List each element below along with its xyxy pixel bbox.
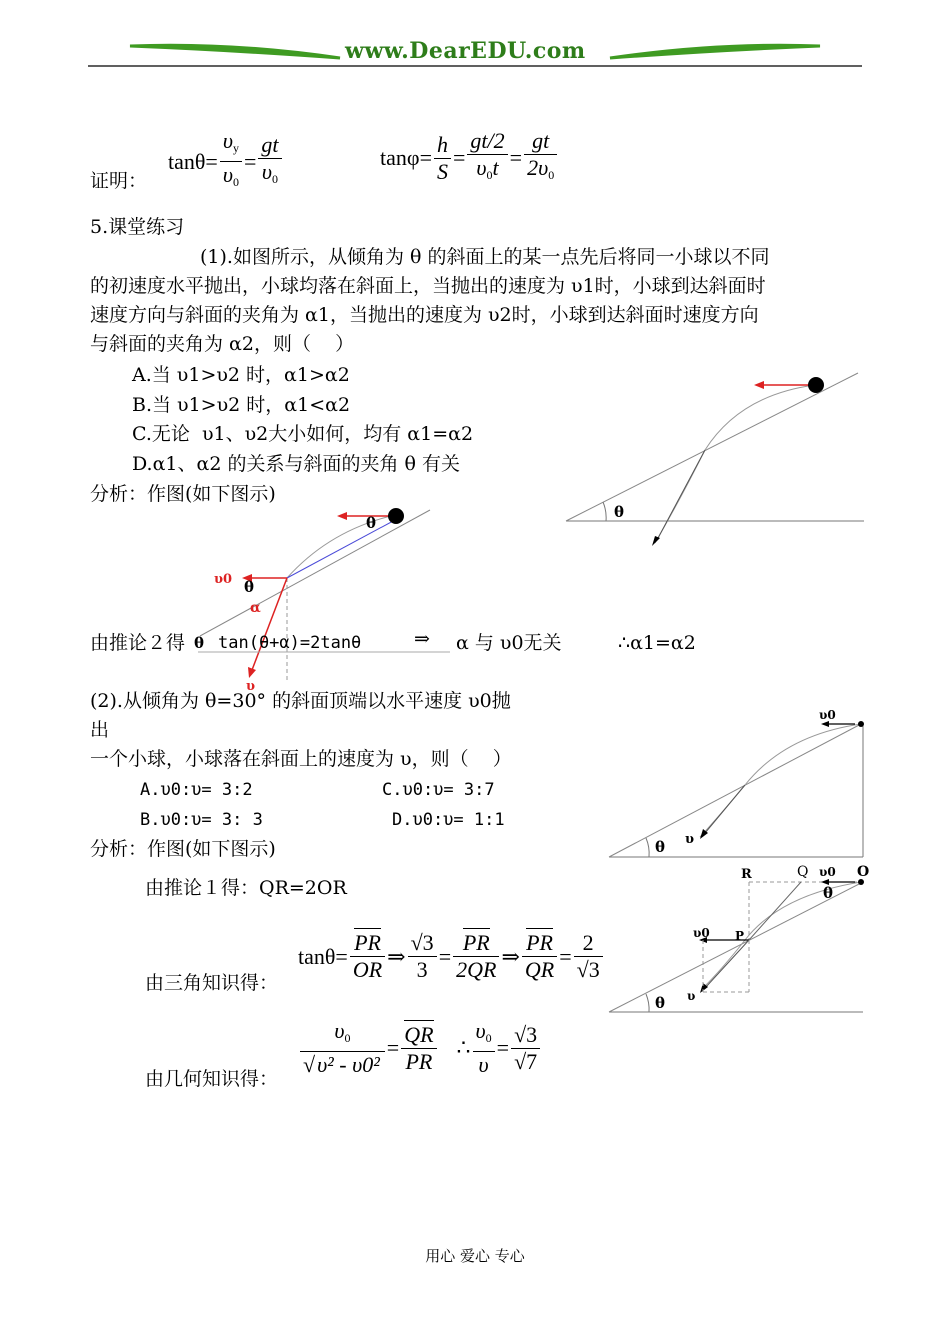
q2-step1: 由推论１得：QR=2OR: [145, 877, 347, 899]
q2-option-c: C.υ0:υ= 3:7: [382, 780, 495, 800]
fig4-o: O: [857, 864, 870, 880]
q1-line-3: 速度方向与斜面的夹角为 α1，当抛出的速度为 υ2时，小球到达斜面时速度方向: [90, 304, 759, 326]
q2-option-a: A.υ0:υ= 3:2: [140, 780, 253, 800]
fig4-r: R: [741, 867, 752, 882]
fig4-theta-top: θ: [823, 884, 834, 902]
q1-option-c: C.无论 υ1、υ2大小如何，均有 α1=α2: [132, 423, 474, 445]
proof-eq1: tanθ = $\frac{\upsilon_y}{\upsilon_0}$ = $\frac{gt}{\upsilon_0}$: [168, 128, 284, 195]
q1-line-1: (1).如图所示，从倾角为 θ 的斜面上的某一点先后将同一小球以不同: [200, 246, 770, 268]
footer-text: 用心 爱心 专心: [425, 1247, 525, 1265]
q1-option-b: B.当 υ1>υ2 时，α1<α2: [132, 394, 351, 416]
fig2-theta-bottom: θ: [194, 634, 205, 652]
q2-step2-eq: tanθ = $\frac{PR}{OR}$ ⇒ $\frac{√3}{3}$ = $\frac{PR}{2QR}$ ⇒ $\frac{PR}{QR}$ = $\frac{2}{√3}$: [298, 930, 605, 983]
fig1-theta: θ: [614, 503, 625, 521]
fig2-alpha: α: [250, 600, 261, 616]
q2-option-b: B.υ0:υ= 3: 3: [140, 810, 263, 830]
q2-option-d: D.υ0:υ= 1:1: [392, 810, 505, 830]
q2-line-3: 一个小球，小球落在斜面上的速度为 υ，则（ ）: [90, 748, 512, 770]
q2-analysis: 分析：作图(如下图示): [90, 838, 276, 860]
fig2-v0: υ0: [214, 572, 233, 587]
fig2-v: υ: [246, 679, 256, 694]
q1-line-2: 的初速度水平抛出，小球均落在斜面上，当抛出的速度为 υ1时，小球到达斜面时: [90, 275, 766, 297]
header-logo: [0, 0, 950, 70]
q1-conclusion-eq: tan(θ+α)=2tanθ: [218, 633, 362, 653]
q2-step3-label: 由几何知识得：: [145, 1068, 279, 1090]
fig4-v0: υ0: [819, 865, 836, 879]
figure-1: [560, 360, 870, 560]
q2-line-1: (2).从倾角为 θ=30° 的斜面顶端以水平速度 υ0抛: [90, 690, 511, 712]
fig2-theta-top: θ: [366, 514, 377, 532]
logo-text: www.DearEDU.com: [345, 38, 586, 64]
figure-3: [605, 705, 870, 860]
q1-option-a: A.当 υ1>υ2 时，α1>α2: [132, 364, 350, 386]
q1-conclusion-middle: α 与 υ0无关: [456, 632, 562, 654]
fig4-theta: θ: [655, 994, 666, 1012]
fig4-q: Q: [797, 864, 809, 880]
fig3-v: υ: [685, 832, 695, 847]
fig3-theta: θ: [655, 838, 666, 856]
q1-conclusion-arrow: ⇒: [414, 628, 430, 650]
fig4-p: P: [735, 929, 745, 943]
q2-step3-eq: $\frac{\upsilon_0}{\text{√υ² - υ0²}}$ = $\frac{QR}{PR}$ ∴ $\frac{\upsilon_0}{\upsilon}$ = $\frac{√3}{√7}$: [298, 1018, 542, 1078]
proof-eq2: tanφ = $\frac{h}{S}$ = $\frac{gt/2}{\upsilon_0t}$ = $\frac{gt}{2\upsilon_0}$: [380, 128, 559, 188]
q2-step2-label: 由三角知识得：: [145, 972, 279, 994]
q1-option-d: D.α1、α2 的关系与斜面的夹角 θ 有关: [132, 453, 460, 475]
q1-conclusion-prefix: 由推论２得: [90, 632, 186, 654]
fig4-v0b: υ0: [693, 926, 710, 940]
figure-4: [605, 860, 870, 1020]
fig2-theta: θ: [244, 578, 255, 596]
q1-conclusion-therefore: ∴α1=α2: [618, 632, 696, 654]
figure-2: [190, 500, 450, 700]
fig3-v0: υ0: [819, 708, 836, 722]
fig4-v: υ: [687, 989, 696, 1003]
q1-line-4: 与斜面的夹角为 α2，则（ ）: [90, 333, 355, 355]
q1-analysis: 分析：作图(如下图示): [90, 483, 276, 505]
section-title: 5.课堂练习: [90, 216, 185, 238]
q2-line-2: 出: [90, 719, 110, 741]
proof-label: 证明：: [90, 170, 148, 192]
